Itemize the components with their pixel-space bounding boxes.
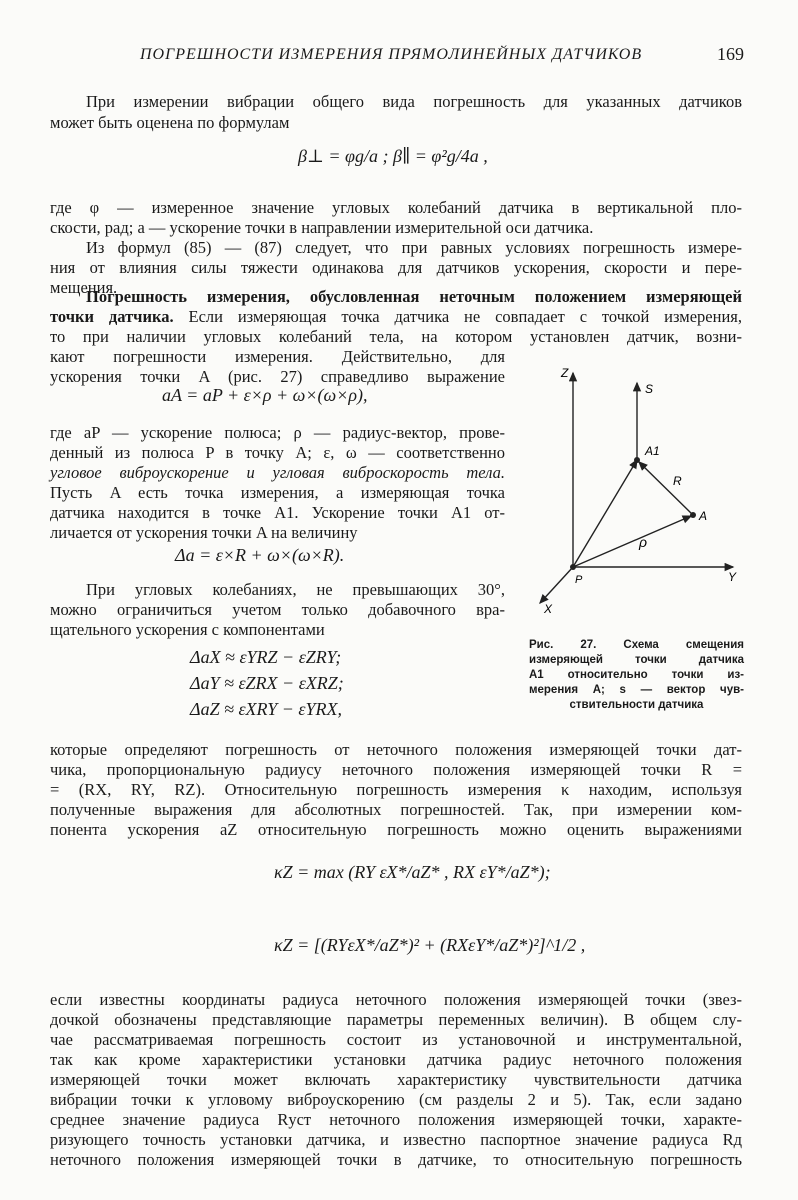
- text-line: можно ограничиться учетом только добавочного вра-: [50, 600, 505, 619]
- section-heading-tail: точки датчика.: [50, 307, 174, 326]
- text-line: если известны координаты радиуса неточного положения измеряющей точки (звез-: [50, 990, 742, 1009]
- text-line: денный из полюса P в точку A; ε, ω — соответственно: [50, 443, 505, 462]
- text-line: мещения.: [50, 278, 118, 297]
- text-line: то при наличии угловых колебаний тела, на котором установлен датчик, возни-: [50, 327, 742, 346]
- label-a: A: [699, 509, 708, 523]
- text-line: измеряющей точки может включать характеристику чувствительности датчика: [50, 1070, 742, 1089]
- caption-line: мерения A; s — вектор чув-: [529, 684, 744, 696]
- x-axis: [540, 567, 573, 603]
- label-y: Y: [728, 570, 737, 584]
- text-line: Пусть A есть точка измерения, а измеряющая точка: [50, 483, 505, 502]
- point-a1: [634, 457, 640, 463]
- text-line: где φ — измеренное значение угловых колебаний датчика в вертикальной пло-: [50, 198, 742, 217]
- text-line: При измерении вибрации общего вида погрешность для указанных датчиков: [86, 92, 742, 111]
- text-line: полученные выражения для абсолютных погрешностей. Так, при измерении ком-: [50, 800, 742, 819]
- text-line: где aP — ускорение полюса; ρ — радиус-вектор, прове-: [50, 423, 505, 442]
- text-line: которые определяют погрешность от неточного положения измеряющей точки дат-: [50, 740, 742, 759]
- text-line: вибрации точки к угловому виброускорению (см разделы 2 и 5). Так, если задано: [50, 1090, 742, 1109]
- formula-beta: β⊥ = φg/a ; β∥ = φ²g/4a ,: [298, 146, 488, 166]
- caption-line: Рис. 27. Схема смещения: [529, 639, 744, 651]
- vector-r: [639, 462, 693, 515]
- label-rho: ρ: [639, 534, 648, 550]
- formula-delta-a: Δa = ε×R + ω×(ω×R).: [175, 545, 345, 565]
- caption-line: измеряющей точки датчика: [529, 654, 744, 666]
- formula-aA: aA = aP + ε×ρ + ω×(ω×ρ),: [162, 385, 368, 405]
- text-line: датчика находится в точке A1. Ускорение точки A1 от-: [50, 503, 505, 522]
- formula-delta-az: ΔaZ ≈ εXRY − εYRX,: [190, 699, 342, 719]
- text-line: ния от влияния силы тяжести одинакова для датчиков ускорения, скорости и пере-: [50, 258, 742, 277]
- text-line: неточного положения измеряющей точки в датчике, то относительную погрешность: [50, 1150, 742, 1169]
- caption-line: ствительности датчика: [569, 699, 704, 711]
- formula-delta-ax: ΔaX ≈ εYRZ − εZRY;: [190, 647, 342, 667]
- point-p: [570, 564, 576, 570]
- section-heading: Погрешность измерения, обусловленная неточным положением измеряющей: [86, 287, 742, 306]
- text-line: = (RX, RY, RZ). Относительную погрешность измерения κ находим, используя: [50, 780, 742, 799]
- point-a: [690, 512, 696, 518]
- formula-delta-ay: ΔaY ≈ εZRX − εXRZ;: [190, 673, 344, 693]
- text-line: может быть оценена по формулам: [50, 113, 290, 132]
- text-line: При угловых колебаниях, не превышающих 30°,: [86, 580, 505, 599]
- text-line: понента ускорения aZ относительную погрешность можно оценить выражениями: [50, 820, 742, 839]
- formula-kappa-max: κZ = max (RY εX*/aZ* , RX εY*/aZ*);: [274, 862, 551, 882]
- text-line: ускорения точки A (рис. 27) справедливо выражение: [50, 367, 505, 386]
- running-header: ПОГРЕШНОСТИ ИЗМЕРЕНИЯ ПРЯМОЛИНЕЙНЫХ ДАТЧИКОВ: [140, 46, 643, 63]
- text-line: среднее значение радиуса Rуст неточного положения измеряющей точки, характе-: [50, 1110, 742, 1129]
- formula-kappa-rms: κZ = [(RYεX*/aZ*)² + (RXεY*/aZ*)²]^1/2 ,: [274, 935, 586, 955]
- text-line: личается от ускорения точки A на величину: [50, 523, 358, 542]
- text-line: ризующего точность установки датчика, и известно паспортное значение радиуса Rд: [50, 1130, 742, 1149]
- figure-27-diagram: [525, 355, 755, 620]
- label-x: X: [544, 602, 553, 616]
- text-line: скости, рад; a — ускорение точки в направлении измерительной оси датчика.: [50, 218, 594, 237]
- label-r: R: [673, 474, 682, 488]
- text-fragment: Если измеряющая точка датчика не совпадает с точкой измерения,: [173, 307, 742, 326]
- label-z: Z: [561, 366, 569, 380]
- text-line: дочкой обозначены представляющие параметры переменных величин). В общем слу-: [50, 1010, 742, 1029]
- vector-rho: [573, 516, 691, 567]
- text-line: [50, 307, 742, 327]
- page-number: 169: [717, 44, 744, 64]
- text-line: щательного ускорения с компонентами: [50, 620, 325, 639]
- vector-a1: [573, 460, 637, 567]
- label-s: S: [645, 382, 654, 396]
- caption-line: A1 относительно точки из-: [529, 669, 744, 681]
- figure-caption: [529, 638, 744, 713]
- label-p: P: [575, 574, 583, 586]
- label-a1: A1: [645, 444, 660, 458]
- text-line: угловое виброускорение и угловая виброскорость тела.: [50, 463, 505, 482]
- text-line: кают погрешности измерения. Действительно, для: [50, 347, 505, 366]
- text-line: чае рассматриваемая погрешность состоит из установочной и инструментальной,: [50, 1030, 742, 1049]
- text-line: так как кроме характеристики установки датчика радиус неточного положения: [50, 1050, 742, 1069]
- text-line: чика, пропорциональную радиусу неточного положения измеряющей точки R =: [50, 760, 742, 779]
- text-line: Из формул (85) — (87) следует, что при равных условиях погрешность измере-: [86, 238, 742, 257]
